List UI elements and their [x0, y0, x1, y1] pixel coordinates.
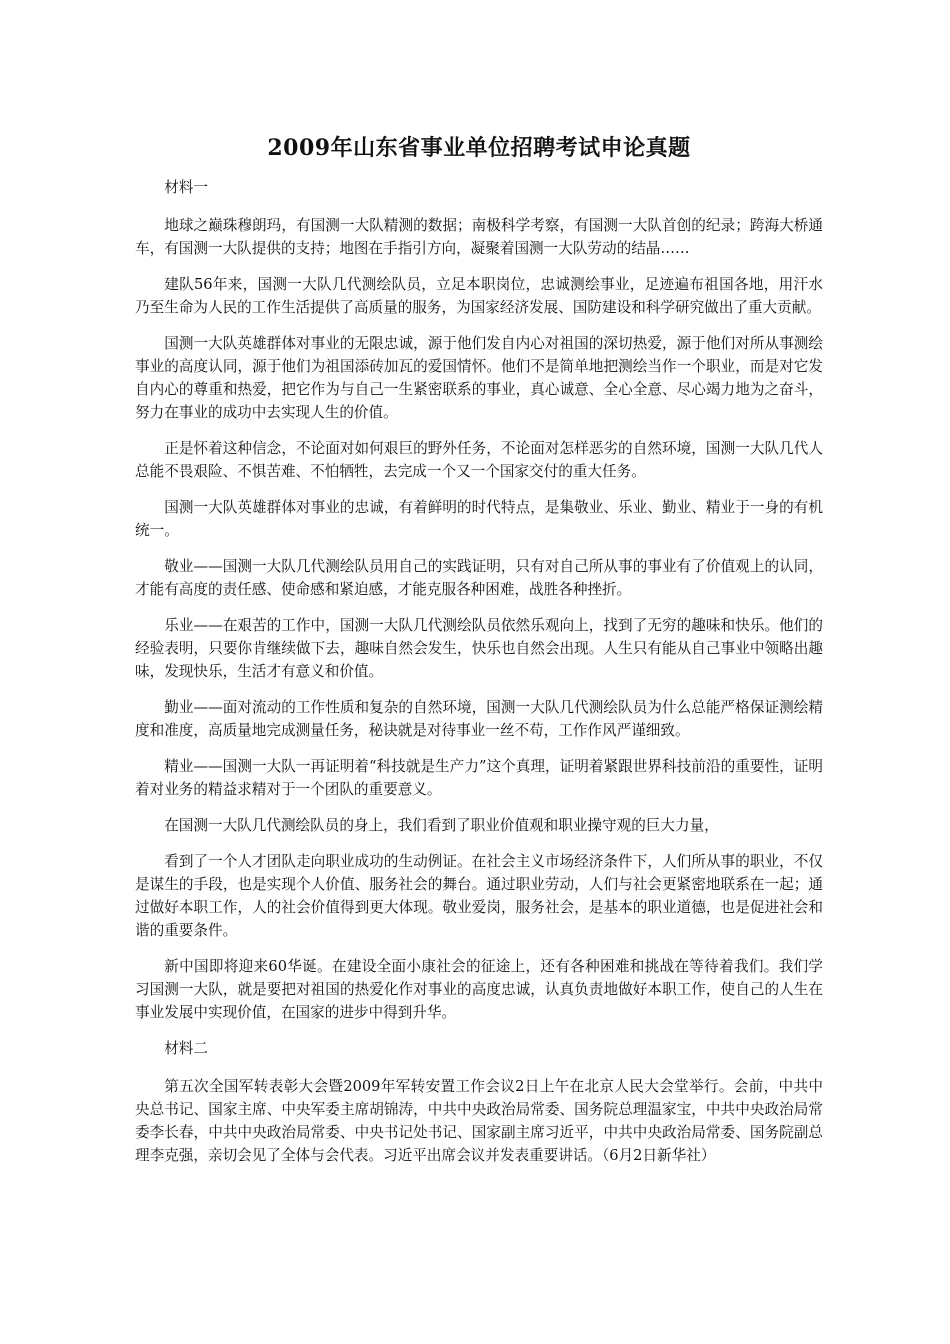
paragraph: 敬业——国测一大队几代测绘队员用自己的实践证明，只有对自己所从事的事业有了价值观上的认同，才能有高度的责任感、使命感和紧迫感，才能克服各种困难，战胜各种挫折。 — [135, 558, 823, 598]
paragraph: 乐业——在艰苦的工作中，国测一大队几代测绘队员依然乐观向上，找到了无穷的趣味和快乐。他们的经验表明，只要你肯继续做下去，趣味自然会发生，快乐也自然会出现。人生只有能从自己事业中领略出趣味，发现快乐，生活才有意义和价值。 — [135, 617, 823, 680]
paragraph: 在国测一大队几代测绘队员的身上，我们看到了职业价值观和职业操守观的巨大力量， — [164, 817, 719, 834]
paragraph: 正是怀着这种信念，不论面对如何艰巨的野外任务，不论面对怎样恶劣的自然环境，国测一大队几代人总能不畏艰险、不惧苦难、不怕牺牲，去完成一个又一个国家交付的重大任务。 — [135, 440, 823, 480]
paragraph: 国测一大队英雄群体对事业的无限忠诚，源于他们发自内心对祖国的深切热爱，源于他们对所从事测绘事业的高度认同，源于他们为祖国添砖加瓦的爱国情怀。他们不是简单地把测绘当作一个职业，而是对它发自内心的尊重和热爱，把它作为与自己一生紧密联系的事业，真心诚意、全心全意、尽心竭力地为之奋斗，努力在事业的成功中去实现人生的价值。 — [135, 335, 823, 421]
document-title: 2009年山东省事业单位招聘考试申论真题 — [267, 135, 691, 161]
paragraph: 第五次全国军转表彰大会暨2009年军转安置工作会议2日上午在北京人民大会堂举行。会前，中共中央总书记、国家主席、中央军委主席胡锦涛，中共中央政治局常委、国务院总理温家宝，中共中央政治局常委李长春，中共中央政治局常委、中央书记处书记、国家副主席习近平，中共中央政治局常委、国务院副总理李克强，亲切会见了全体与会代表。习近平出席会议并发表重要讲话。（6月2日新华社） — [135, 1078, 823, 1164]
paragraph: 建队56年来，国测一大队几代测绘队员，立足本职岗位，忠诚测绘事业，足迹遍布祖国各地，用汗水乃至生命为人民的工作生活提供了高质量的服务，为国家经济发展、国防建设和科学研究做出了重大贡献。 — [135, 276, 823, 316]
material-one-heading: 材料一 — [164, 179, 208, 196]
paragraph: 新中国即将迎来60华诞。在建设全面小康社会的征途上，还有各种困难和挑战在等待着我们。我们学习国测一大队，就是要把对祖国的热爱化作对事业的高度忠诚，认真负责地做好本职工作，使自己的人生在事业发展中实现价值，在国家的进步中得到升华。 — [135, 958, 823, 1021]
paragraph: 看到了一个人才团队走向职业成功的生动例证。在社会主义市场经济条件下，人们所从事的职业，不仅是谋生的手段，也是实现个人价值、服务社会的舞台。通过职业劳动，人们与社会更紧密地联系在一起；通过做好本职工作，人的社会价值得到更大体现。敬业爱岗，服务社会，是基本的职业道德，也是促进社会和谐的重要条件。 — [135, 853, 823, 939]
paragraph: 地球之巅珠穆朗玛，有国测一大队精测的数据；南极科学考察，有国测一大队首创的纪录；跨海大桥通车，有国测一大队提供的支持；地图在手指引方向，凝聚着国测一大队劳动的结晶…… — [135, 217, 823, 257]
paragraph: 精业——国测一大队一再证明着“科技就是生产力”这个真理，证明着紧跟世界科技前沿的重要性，证明着对业务的精益求精对于一个团队的重要意义。 — [135, 758, 823, 798]
material-two-heading: 材料二 — [164, 1040, 208, 1057]
document-body — [135, 128, 823, 1180]
paragraph: 勤业——面对流动的工作性质和复杂的自然环境，国测一大队几代测绘队员为什么总能严格保证测绘精度和准度，高质量地完成测量任务，秘诀就是对待事业一丝不苟，工作作风严谨细致。 — [135, 699, 823, 739]
paragraph: 国测一大队英雄群体对事业的忠诚，有着鲜明的时代特点，是集敬业、乐业、勤业、精业于一身的有机统一。 — [135, 499, 823, 539]
